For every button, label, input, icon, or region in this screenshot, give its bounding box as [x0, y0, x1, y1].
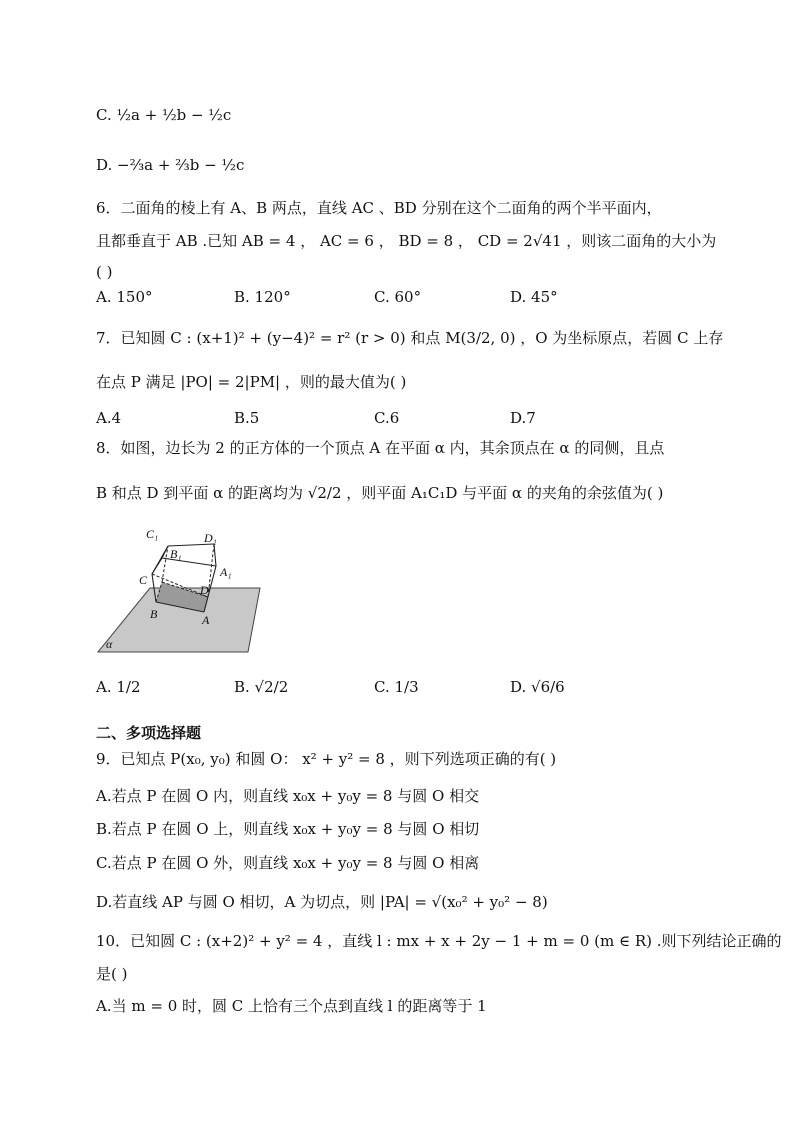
q10-stem-line1: 10．已知圆 C : (x+2)² + y² = 4 ，直线 l : mx + x + 2y − 1 + m = 0 (m ∈ R) .则下列结论正确的: [96, 932, 782, 950]
q9-option-c: C.若点 P 在圆 O 外，则直线 x₀x + y₀y = 8 与圆 O 相离: [96, 854, 480, 872]
q6-stem-line2: 且都垂直于 AB .已知 AB = 4 ， AC = 6 ， BD = 8 ， CD = 2√41 ，则该二面角的大小为: [96, 232, 717, 250]
section-heading: 二、多项选择题: [96, 724, 202, 742]
q8-option-d: D. √6/6: [510, 678, 565, 696]
q7-stem-line1: 7．已知圆 C : (x+1)² + (y−4)² = r² (r > 0) 和点 M(3/2, 0) ，O 为坐标原点，若圆 C 上存: [96, 329, 724, 347]
q7-stem-line2: 在点 P 满足 |PO| = 2|PM| ，则的最大值为( ): [96, 373, 407, 391]
q7-options: [96, 409, 716, 433]
q8-stem-line1: 8．如图，边长为 2 的正方体的一个顶点 A 在平面 α 内，其余顶点在 α 的同侧，且点: [96, 439, 665, 457]
label-d1: D₁: [204, 531, 217, 545]
label-a1: A₁: [220, 565, 232, 579]
label-b1: B₁: [170, 547, 182, 561]
q6-stem-line1: 6．二面角的棱上有 A、B 两点，直线 AC 、BD 分别在这个二面角的两个半平面内，: [96, 199, 662, 217]
q8-options: [96, 678, 716, 702]
q7-option-a: A.4: [96, 409, 122, 427]
q5-option-d: D. −⅔a + ⅔b − ½c: [96, 156, 245, 174]
label-b: B: [150, 607, 158, 621]
q8-option-a: A. 1/2: [96, 678, 141, 696]
q9-option-d: D.若直线 AP 与圆 O 相切，A 为切点，则 |PA| = √(x₀² + y₀² − 8): [96, 893, 548, 911]
q6-options: [96, 288, 716, 312]
q6-option-a: A. 150°: [96, 288, 153, 306]
q5-option-c: C. ½a + ½b − ½c: [96, 106, 232, 124]
label-alpha: α: [106, 637, 113, 651]
q9-option-b: B.若点 P 在圆 O 上，则直线 x₀x + y₀y = 8 与圆 O 相切: [96, 820, 480, 838]
q10-stem-line2: 是( ): [96, 965, 128, 983]
q6-option-d: D. 45°: [510, 288, 558, 306]
q9-stem: 9．已知点 P(x₀, y₀) 和圆 O： x² + y² = 8 ，则下列选项正确的有( ): [96, 750, 557, 768]
label-c1: C₁: [146, 527, 159, 541]
q7-option-d: D.7: [510, 409, 536, 427]
q9-option-a: A.若点 P 在圆 O 内，则直线 x₀x + y₀y = 8 与圆 O 相交: [96, 787, 480, 805]
q7-option-b: B.5: [234, 409, 260, 427]
q8-stem-line2: B 和点 D 到平面 α 的距离均为 √2/2 ，则平面 A₁C₁D 与平面 α 的夹角的余弦值为( ): [96, 484, 664, 502]
q10-option-a: A.当 m = 0 时，圆 C 上恰有三个点到直线 l 的距离等于 1: [96, 997, 487, 1015]
q8-option-c: C. 1/3: [374, 678, 419, 696]
label-a: A: [202, 613, 210, 627]
label-c: C: [139, 573, 148, 587]
q6-option-c: C. 60°: [374, 288, 422, 306]
q6-option-b: B. 120°: [234, 288, 291, 306]
cube-plane-figure: [94, 518, 264, 658]
label-d: D: [200, 583, 209, 597]
q6-paren: ( ): [96, 263, 113, 281]
q7-option-c: C.6: [374, 409, 400, 427]
q8-option-b: B. √2/2: [234, 678, 289, 696]
